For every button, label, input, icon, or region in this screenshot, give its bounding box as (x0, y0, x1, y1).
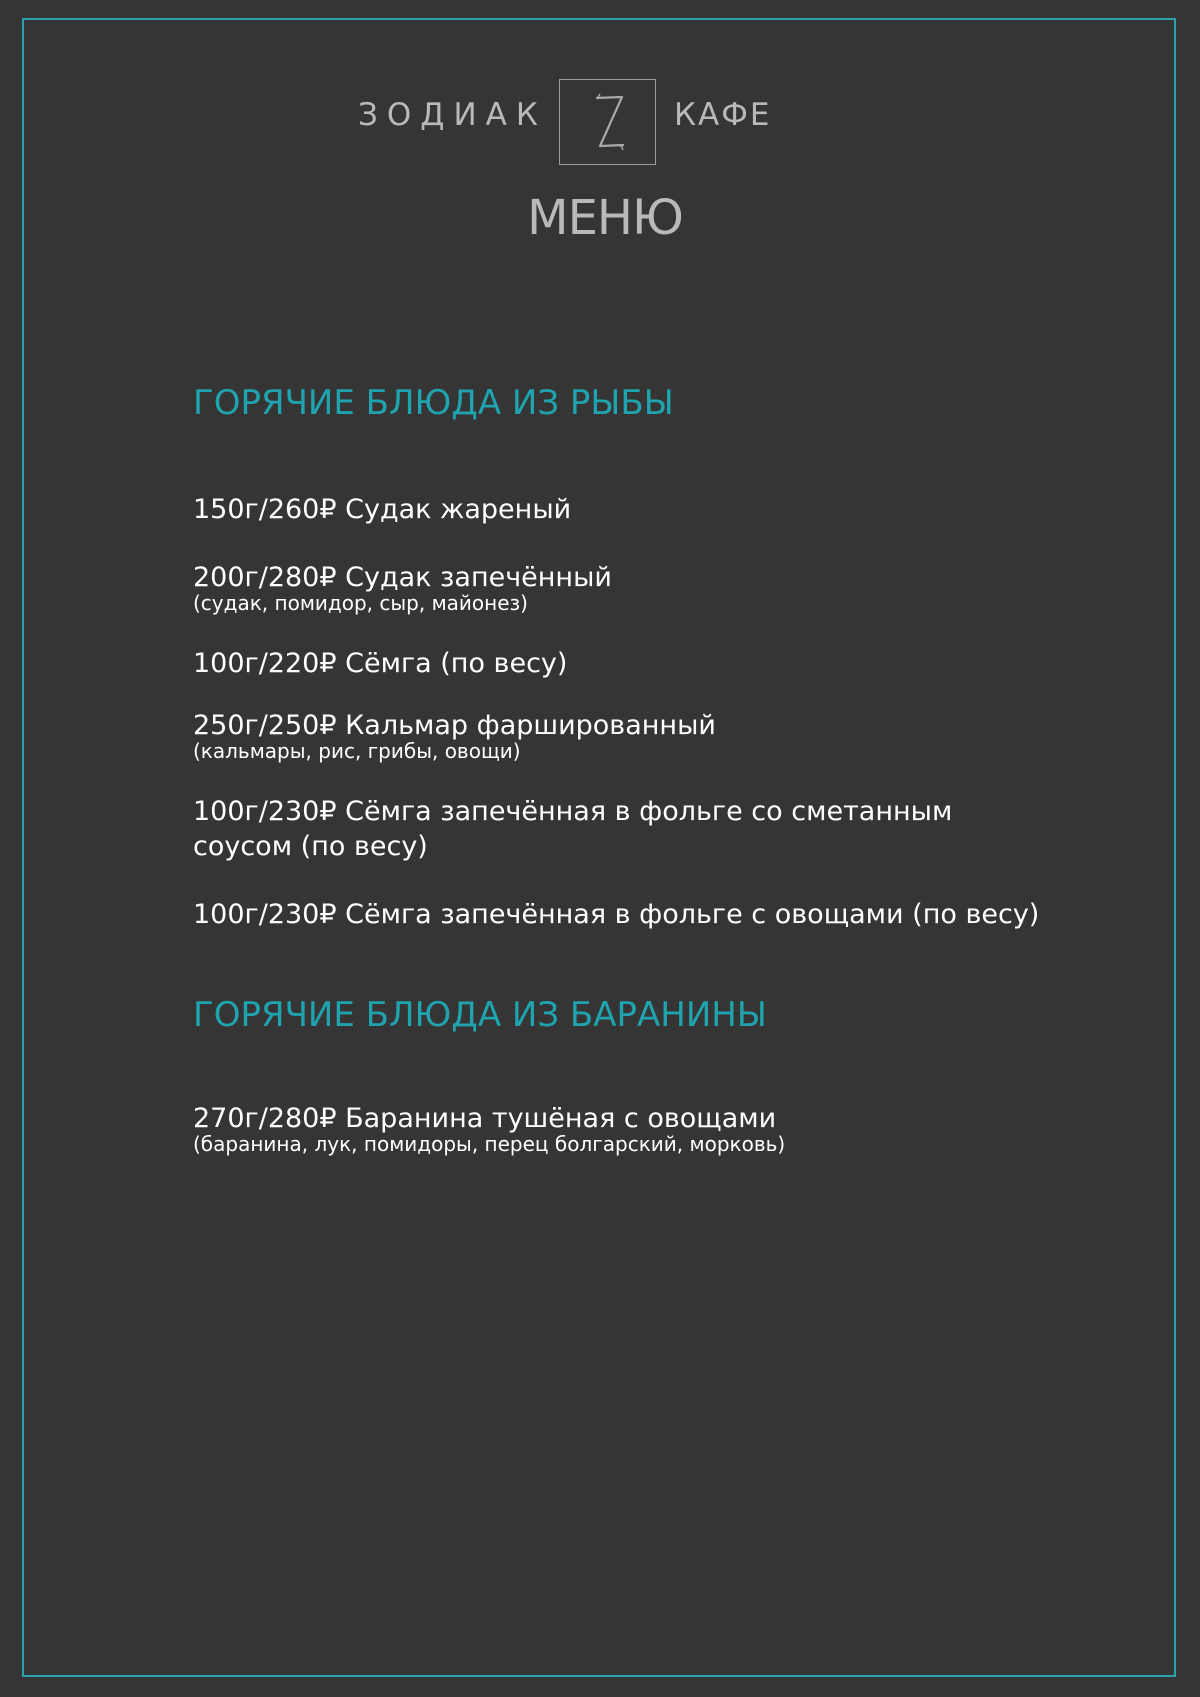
menu-item (193, 560, 1053, 614)
brand-name: ЗОДИАК (358, 97, 547, 133)
menu-item-description: (судак, помидор, сыр, майонез) (193, 591, 528, 615)
logo (0, 79, 1200, 167)
menu-item-text: 250г/250₽ Кальмар фаршированный (193, 710, 716, 741)
menu-item (193, 708, 1053, 762)
brand-type: КАФЕ (674, 97, 772, 133)
menu-item (193, 794, 1053, 864)
menu-item (193, 646, 1053, 681)
menu-item-text: 150г/260₽ Судак жареный (193, 494, 572, 525)
section-heading-fish: ГОРЯЧИЕ БЛЮДА ИЗ РЫБЫ (193, 383, 674, 423)
menu-item-text: 100г/220₽ Сёмга (по весу) (193, 648, 568, 679)
menu-item (193, 897, 1053, 932)
logo-emblem (559, 79, 656, 165)
menu-item-text: 100г/230₽ Сёмга запечённая в фольге со сметанным соусом (по весу) (193, 796, 953, 862)
menu-item-text: 100г/230₽ Сёмга запечённая в фольге с овощами (по весу) (193, 899, 1040, 930)
page-title: МЕНЮ (527, 190, 683, 246)
menu-item-description: (кальмары, рис, грибы, овощи) (193, 739, 521, 763)
menu-item (193, 492, 1053, 527)
section-heading-lamb: ГОРЯЧИЕ БЛЮДА ИЗ БАРАНИНЫ (193, 995, 767, 1035)
z-monogram-icon (560, 80, 654, 163)
menu-item (193, 1101, 1053, 1155)
menu-item-text: 200г/280₽ Судак запечённый (193, 562, 612, 593)
menu-item-description: (баранина, лук, помидоры, перец болгарский, морковь) (193, 1132, 786, 1156)
menu-item-text: 270г/280₽ Баранина тушёная с овощами (193, 1103, 777, 1134)
